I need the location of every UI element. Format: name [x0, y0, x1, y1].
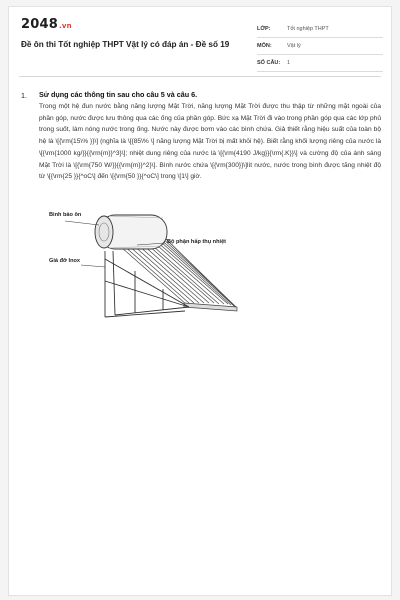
site-logo[interactable] [21, 17, 72, 32]
exam-sheet [8, 6, 392, 596]
meta-value: 1 [287, 60, 291, 66]
exam-meta-table [257, 21, 383, 72]
header-divider [19, 76, 381, 77]
meta-value: Tốt nghiệp THPT [287, 26, 329, 32]
label-stand: Giá đỡ Inox [49, 258, 81, 264]
meta-row-subject [257, 38, 383, 55]
question-number: 1. [21, 91, 27, 100]
solar-heater-illustration [39, 211, 239, 323]
meta-row-question-count [257, 55, 383, 72]
meta-key: SỐ CÂU: [257, 60, 281, 66]
logo-tld-text: .vn [58, 22, 72, 30]
meta-row-class [257, 21, 383, 38]
label-storage-tank: Bình bảo ôn [49, 212, 82, 218]
solar-heater-figure [39, 211, 239, 323]
meta-value: Vật lý [287, 43, 301, 49]
logo-main-text: 2048 [21, 17, 58, 32]
exam-title: Đề ôn thi Tốt nghiệp THPT Vật lý có đáp án - Đề số 19 [21, 40, 230, 49]
meta-key: LỚP: [257, 26, 271, 32]
label-collector: Bộ phận hấp thụ nhiệt [167, 239, 227, 245]
question-heading: Sử dụng các thông tin sau cho câu 5 và câu 6. [39, 90, 198, 99]
question-body: Trong một hệ đun nước bằng năng lượng Mặt Trời, năng lượng Mặt Trời được thu thập từ những mặt ngoài của phần góp, nước được lưu thông qua các ống của phần góp. Bức xạ Mặt Trời đi vào trong phần góp qua các lớp phủ trong suốt, làm nóng nước trong ống. Nước này được bơm vào các bình chứa. Giả thiết rằng hiệu suất của toàn bộ hệ là \[{\rm{15\% }}\] (nghĩa là \[{85\% \] năng lượng Mặt Trời bị mất khỏi hệ). Biết rằng khối lượng riêng của nước là \[{\rm{1000 kg/}}{{\rm{m}}^3}\]; nhiệt dung riêng của nước là \[{\rm{4190 J/kg}}{\rm{.K}}\] và cường độ của ánh sáng Mặt Trời là \[{\rm{750 W/}}{{\rm{m}}^2}\]. Bình nước chứa \[{\rm{300}}\]lít nước, nước trong bình được tăng nhiệt độ từ \[{\rm{25 }}{^oC\] đến \[{\rm{50 }}{^oC\] trong \[1\] giờ. [39, 103, 381, 181]
meta-key: MÔN: [257, 43, 272, 49]
